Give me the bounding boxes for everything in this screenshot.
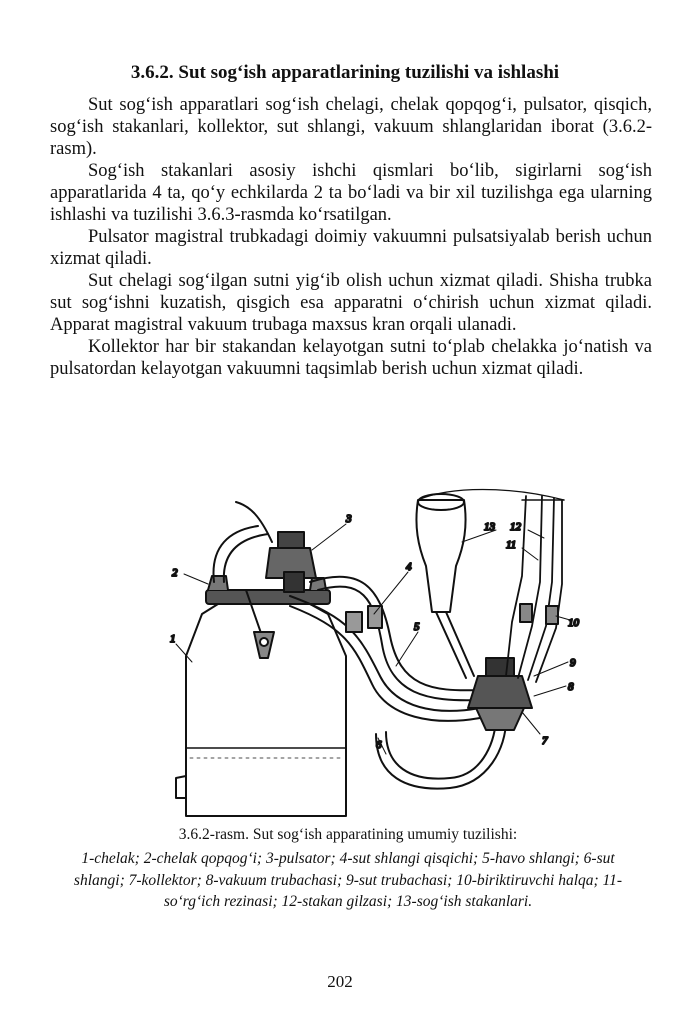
paragraph: Pulsator magistral trubkadagi doimiy vakuumni pulsatsiyalab berish uchun xizmat qiladi.: [50, 227, 652, 269]
paragraph: Sog‘ish stakanlari asosiy ishchi qismlari bo‘lib, sigirlarni sog‘ish apparatlarida 4 ta, qo‘y echkilarda 2 ta bo‘ladi va bir xil tuzilishga ega ularning ishlashi va tuzilishi 3.6.3-rasmda ko‘rsatilgan.: [50, 161, 652, 225]
paragraph: Kollektor har bir stakandan kelayotgan sutni to‘plab chelakka jo‘natish va pulsatordan kelayotgan vakuumni taqsimlab berish uchun xizmat qiladi.: [50, 337, 652, 379]
figure-label-7: 7: [542, 735, 548, 747]
paragraph: Sut chelagi sog‘ilgan sutni yig‘ib olish uchun xizmat qiladi. Shisha trubka sut sog‘ishni kuzatish, qisgich esa apparatni o‘chirish uchun xizmat qiladi. Apparat magistral vakuum trubaga maxsus kran orqali ulanadi.: [50, 271, 652, 335]
figure-label-13: 13: [484, 521, 495, 533]
milking-apparatus-figure: [150, 486, 590, 818]
section-heading: 3.6.2. Sut sog‘ish apparatlarining tuzilishi va ishlashi: [130, 62, 560, 83]
vacuum-hoses-drawing: [213, 502, 272, 582]
figure-label-4: 4: [406, 561, 412, 573]
pulsator-drawing: [266, 532, 316, 592]
page-number: 202: [327, 972, 353, 991]
long-hoses-drawing: [290, 577, 506, 789]
figure-label-10: 10: [568, 617, 579, 629]
figure-label-8: 8: [568, 681, 574, 693]
paragraph: Sut sog‘ish apparatlari sog‘ish chelagi, chelak qopqog‘i, pulsator, qisqich, sog‘ish stakanlari, kollektor, sut shlangi, vakuum shlanglaridan iborat (3.6.2-rasm).: [50, 95, 652, 159]
figure-label-5: 5: [414, 621, 420, 633]
figure-caption-title: 3.6.2-rasm. Sut sog‘ish apparatining umumiy tuzilishi:: [178, 826, 518, 843]
body-text: [50, 94, 652, 380]
hose-clamp-drawing: [346, 606, 382, 632]
figure-label-6: 6: [376, 739, 382, 751]
figure-label-9: 9: [570, 657, 576, 669]
figure-caption-legend: 1-chelak; 2-chelak qopqog‘i; 3-pulsator; 4-sut shlangi qisqichi; 5-havo shlangi; 6-sut shlangi; 7-kollektor; 8-vakuum trubachasi; 9-sut trubachasi; 10-biriktiruvchi halqa; 11-so‘rg‘ich rezinasi; 12-stakan gilzasi; 13-sog‘ish stakanlari.: [73, 850, 623, 910]
teat-cups-drawing: [416, 490, 564, 683]
figure-label-2: 2: [172, 567, 178, 579]
figure-label-3: 3: [346, 513, 352, 525]
figure-label-12: 12: [510, 521, 521, 533]
figure-label-11: 11: [506, 539, 517, 551]
figure-label-1: 1: [170, 633, 176, 645]
